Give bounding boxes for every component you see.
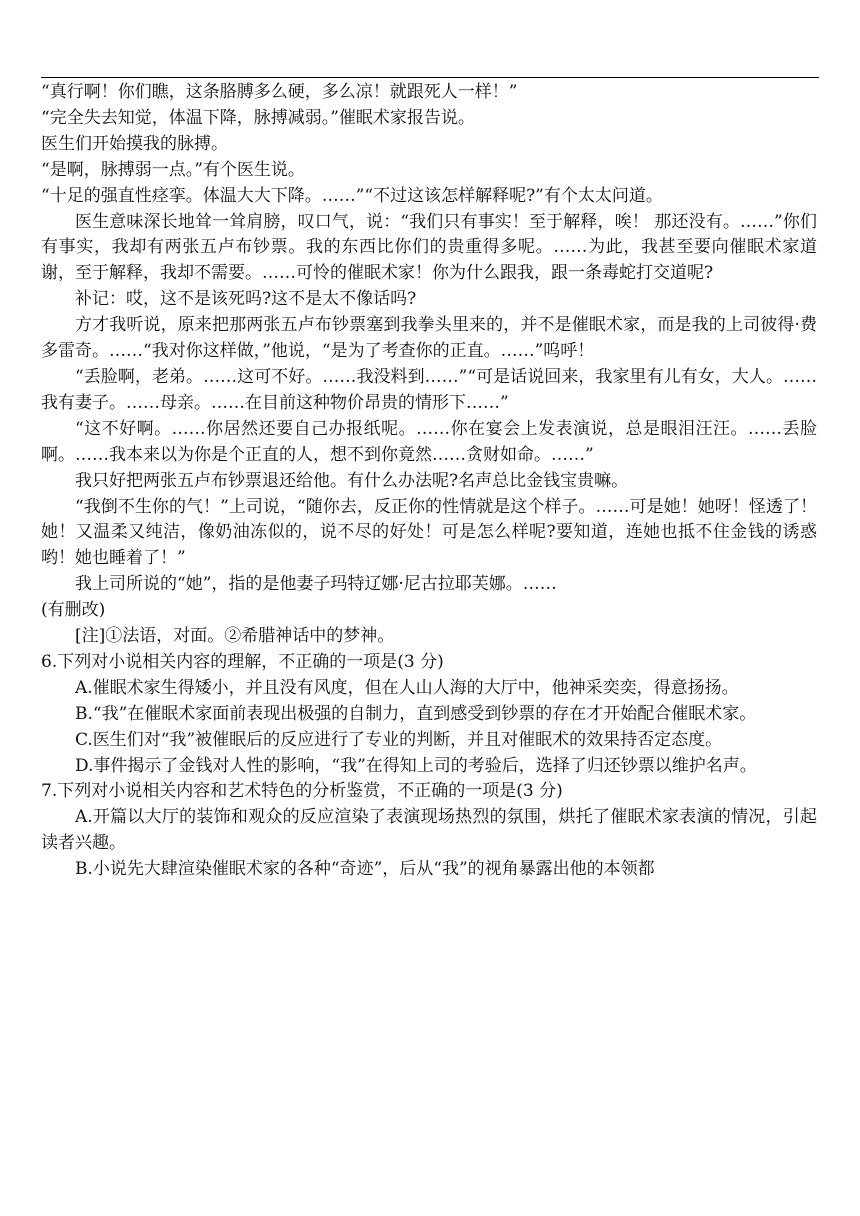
- answer-option: A.开篇以大厅的装饰和观众的反应渲染了表演现场热烈的氛围，烘托了催眠术家表演的情况，引起读者兴趣。: [41, 807, 817, 854]
- paragraph: “真行啊！你们瞧，这条胳膊多么硬，多么凉！就跟死人一样！”: [41, 82, 518, 102]
- paragraph: “丢脸啊，老弟。……这可不好。……我没料到……”“可是话说回来，我家里有儿有女，大人。……我有妻子。……母亲。……在目前这种物价昂贵的情形下……”: [41, 366, 817, 413]
- footnote: [注]①法语，对面。②希腊神话中的梦神。: [75, 626, 395, 647]
- paragraph: “这不好啊。……你居然还要自己办报纸呢。……你在宴会上发表演说，总是眼泪汪汪。……丢脸啊。……我本来以为你是个正直的人，想不到你竟然……贪财如命。……”: [41, 418, 817, 465]
- paragraph: “十足的强直性痉挛。体温大大下降。……”“不过这该怎样解释呢?”有个太太问道。: [41, 185, 663, 206]
- source-note: (有删改): [41, 600, 106, 621]
- paragraph: “我倒不生你的气！”上司说，“随你去，反正你的性情就是这个样子。……可是她！她呀！怪透了！她！又温柔又纯洁，像奶油冻似的，说不尽的好处！可是怎么样呢?要知道，连她也抵不住金钱的诱惑哟！她也睡着了！”: [41, 496, 817, 569]
- answer-option: A.催眠术家生得矮小，并且没有风度，但在人山人海的大厅中，他神采奕奕，得意扬扬。: [75, 677, 739, 698]
- question-stem: 7.下列对小说相关内容和艺术特色的分析鉴赏，不正确的一项是(3 分): [41, 781, 563, 802]
- answer-option: B.“我”在催眠术家面前表现出极强的自制力，直到感受到钞票的存在才开始配合催眠术家。: [75, 703, 757, 724]
- paragraph: 医生意味深长地耸一耸肩膀，叹口气，说：“我们只有事实！至于解释，唉！ 那还没有。……”你们有事实，我却有两张五卢布钞票。我的东西比你们的贵重得多呢。……为此，我甚至要向催眠术家道谢，至于解释，我却不需要。……可怜的催眠术家！你为什么跟我，跟一条毒蛇打交道呢?: [41, 211, 817, 284]
- answer-option: B.小说先大肆渲染催眠术家的各种“奇迹”，后从“我”的视角暴露出他的本领都: [75, 859, 655, 880]
- paragraph: “完全失去知觉，体温下降，脉搏减弱。”催眠术家报告说。: [41, 107, 475, 128]
- question-stem: 6.下列对小说相关内容的理解，不正确的一项是(3 分): [41, 651, 444, 672]
- paragraph: 我只好把两张五卢布钞票退还给他。有什么办法呢?名声总比金钱宝贵嘛。: [75, 470, 629, 491]
- document-body: [41, 80, 817, 883]
- paragraph: 医生们开始摸我的脉搏。: [41, 133, 228, 154]
- answer-option: C.医生们对“我”被催眠后的反应进行了专业的判断，并且对催眠术的效果持否定态度。: [75, 729, 723, 750]
- paragraph: 我上司所说的“她”，指的是他妻子玛特辽娜·尼古拉耶芙娜。……: [75, 574, 557, 595]
- answer-option: D.事件揭示了金钱对人性的影响，“我”在得知上司的考验后，选择了归还钞票以维护名声。: [75, 755, 757, 776]
- paragraph: 方才我听说，原来把那两张五卢布钞票塞到我拳头里来的，并不是催眠术家，而是我的上司彼得·费多雷奇。……“我对你这样做，”他说，“是为了考查你的正直。……”呜呼！: [41, 315, 817, 362]
- paragraph: “是啊，脉搏弱一点。”有个医生说。: [41, 159, 305, 180]
- paragraph: 补记：哎，这不是该死吗?这不是太不像话吗?: [75, 289, 417, 310]
- header-rule: [41, 77, 819, 78]
